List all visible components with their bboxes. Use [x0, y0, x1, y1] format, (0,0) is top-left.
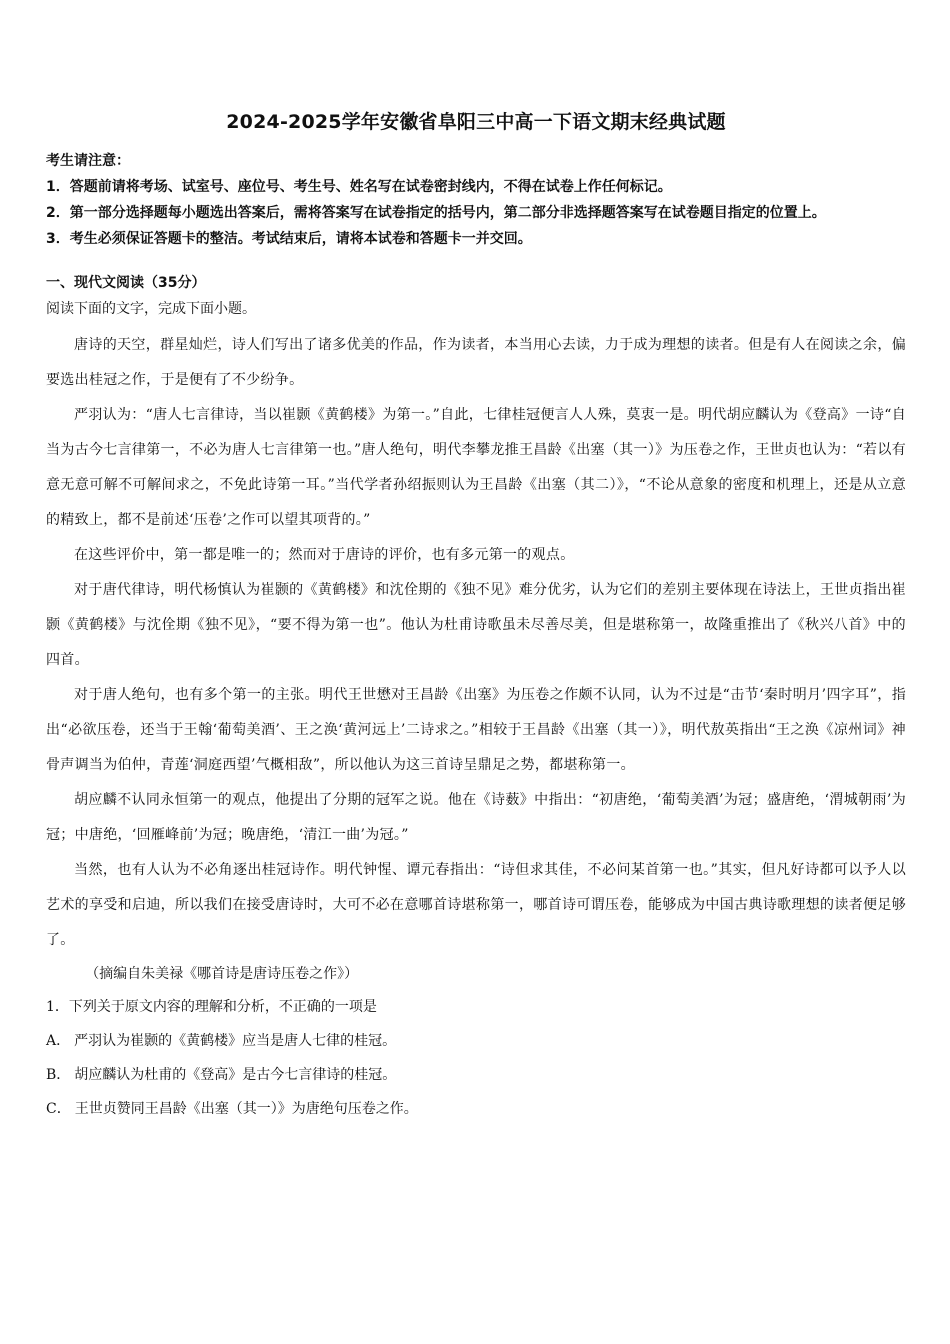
question-stem: 1．下列关于原文内容的理解和分析，不正确的一项是 [46, 999, 377, 1015]
question-1 [46, 990, 906, 1126]
passage-paragraph-7: 当然，也有人认为不必角逐出桂冠诗作。明代钟惺、谭元春指出：“诗但求其佳，不必问某首第一也。”其实，但凡好诗都可以予人以艺术的享受和启迪，所以我们在接受唐诗时，大可不必在意哪首诗堪称第一，哪首诗可谓压卷，能够成为中国古典诗歌理想的读者便足够了。 [46, 862, 906, 948]
notice-item-3: 3．考生必须保证答题卡的整洁。考试结束后，请将本试卷和答题卡一并交回。 [46, 231, 532, 247]
reading-passage [46, 328, 906, 958]
notice-item-2: 2．第一部分选择题每小题选出答案后，需将答案写在试卷指定的括号内，第二部分非选择题答案写在试卷题目指定的位置上。 [46, 205, 826, 221]
notice-item-1: 1．答题前请将考场、试室号、座位号、考生号、姓名写在试卷密封线内，不得在试卷上作任何标记。 [46, 179, 672, 195]
option-c[interactable] [46, 1092, 906, 1126]
notice-heading: 考生请注意： [46, 153, 130, 169]
option-key: A． [46, 1033, 71, 1049]
document-title: 2024-2025学年安徽省阜阳三中高一下语文期末经典试题 [226, 111, 726, 133]
passage-paragraph-5: 对于唐人绝句，也有多个第一的主张。明代王世懋对王昌龄《出塞》为压卷之作颇不认同，认为不过是“击节‘秦时明月’四字耳”，指出“必欲压卷，还当于王翰‘葡萄美酒’、王之涣‘黄河远上’二诗求之。”相较于王昌龄《出塞（其一）》，明代敖英指出“王之涣《凉州词》神骨声调当为伯仲，青莲‘洞庭西望’气概相敌”，所以他认为这三首诗呈鼎足之势，都堪称第一。 [46, 687, 906, 773]
passage-paragraph-6: 胡应麟不认同永恒第一的观点，他提出了分期的冠军之说。他在《诗薮》中指出：“初唐绝，‘葡萄美酒’为冠；盛唐绝，‘渭城朝雨’为冠；中唐绝，‘回雁峰前’为冠；晚唐绝，‘清江一曲’为冠。” [46, 792, 906, 843]
passage-paragraph-4: 对于唐代律诗，明代杨慎认为崔颢的《黄鹤楼》和沈佺期的《独不见》难分优劣，认为它们的差别主要体现在诗法上，王世贞指出崔颢《黄鹤楼》与沈佺期《独不见》，“要不得为第一也”。他认为杜甫诗歌虽未尽善尽美，但是堪称第一，故隆重推出了《秋兴八首》中的四首。 [46, 582, 906, 668]
passage-paragraph-3: 在这些评价中，第一都是唯一的；然而对于唐诗的评价，也有多元第一的观点。 [74, 547, 575, 563]
option-text: 胡应麟认为杜甫的《登高》是古今七言律诗的桂冠。 [74, 1067, 397, 1083]
option-b[interactable] [46, 1058, 906, 1092]
option-text: 王世贞赞同王昌龄《出塞（其一）》为唐绝句压卷之作。 [74, 1101, 418, 1117]
exam-notice [46, 148, 906, 252]
reading-instruction: 阅读下面的文字，完成下面小题。 [46, 301, 256, 317]
passage-paragraph-2: 严羽认为：“唐人七言律诗，当以崔颢《黄鹤楼》为第一。”自此，七律桂冠便言人人殊，莫衷一是。明代胡应麟认为《登高》一诗“自当为古今七言律第一，不必为唐人七言律第一也。”唐人绝句，明代李攀龙推王昌龄《出塞（其一）》为压卷之作，王世贞也认为：“若以有意无意可解不可解间求之，不免此诗第一耳。”当代学者孙绍振则认为王昌龄《出塞（其二）》，“不论从意象的密度和机理上，还是从立意的精致上，都不是前述‘压卷’之作可以望其项背的。” [46, 407, 906, 528]
option-a[interactable] [46, 1024, 906, 1058]
passage-source: （摘编自朱美禄《哪首诗是唐诗压卷之作》） [85, 966, 359, 982]
option-key: C． [46, 1101, 71, 1117]
passage-paragraph-1: 唐诗的天空，群星灿烂，诗人们写出了诸多优美的作品，作为读者，本当用心去读，力于成为理想的读者。但是有人在阅读之余，偏要选出桂冠之作，于是便有了不少纷争。 [46, 337, 906, 388]
exam-page [46, 108, 906, 1126]
section-title: 一、现代文阅读（35分） [46, 275, 206, 291]
option-key: B． [46, 1067, 71, 1083]
option-text: 严羽认为崔颢的《黄鹤楼》应当是唐人七律的桂冠。 [74, 1033, 397, 1049]
